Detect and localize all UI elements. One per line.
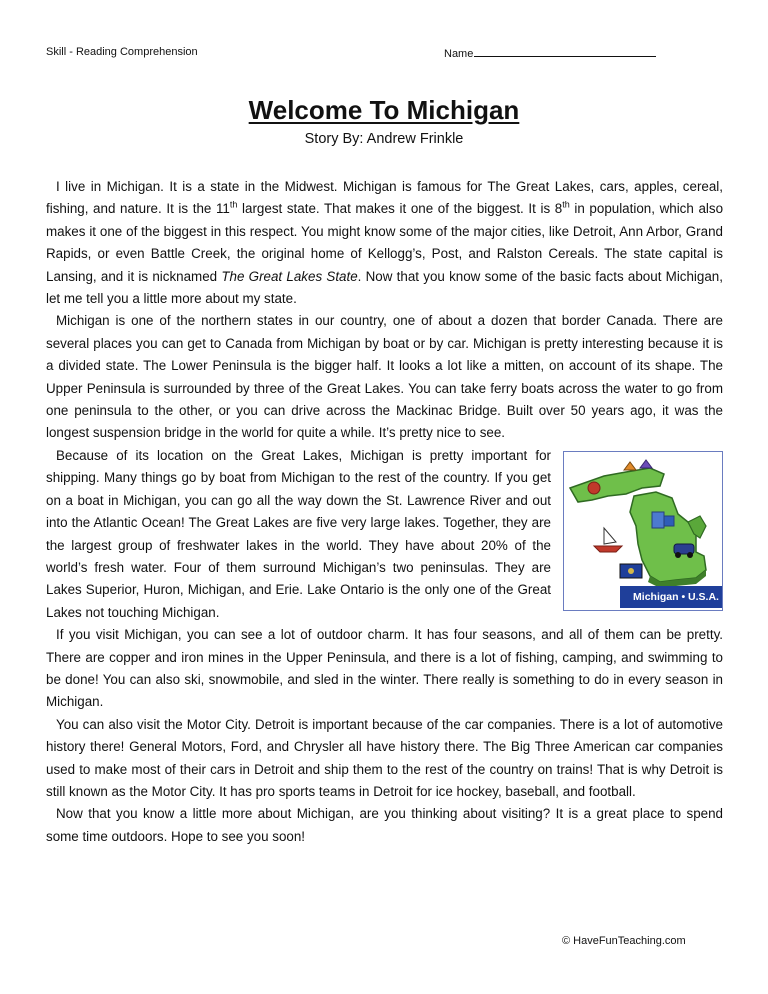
page-title: Welcome To Michigan <box>248 95 520 125</box>
paragraph-3: Michigan • U.S.A. Because of its location on the Great Lakes, Michigan is pretty important for shipping. Many things go by boat from Michigan to the rest of the country. If you get on a boat in Michigan, you can go all the way down the St. Lawrence River and out into the Atlantic Ocean! The Great Lakes are five very large lakes. Together, they are the largest group of freshwater lakes in the world. They have about 20% of the world’s fresh water. Four of them surround Michigan’s two peninsulas. They are Lakes Superior, Huron, Michigan, and Erie. Lake Ontario is the only one of the Great Lakes not touching Michigan. <box>46 445 723 624</box>
paragraph-2: Michigan is one of the northern states in our country, one of about a dozen that border Canada. There are several places you can get to Canada from Michigan by boat or by car. Michigan is pretty interesting because it is a divided state. The Lower Peninsula is the bigger half. It looks a lot like a mitten, on account of its shape. The Upper Peninsula is surrounded by three of the Great Lakes. You can take ferry boats across the water to go from one peninsula to the other, or you can drive across the Mackinac Bridge. Built over 50 years ago, it was the longest suspension bridge in the world for quite a while. It’s pretty nice to see. <box>46 313 723 441</box>
paragraph-1: I live in Michigan. It is a state in the Midwest. Michigan is famous for The Great Lakes, cars, apples, cereal, fishing, and nature. It is the 11th largest state. That makes it one of the biggest. It is 8th in population, which also makes it one of the biggest in this respect. You might know some of the major cities, like Detroit, Ann Arbor, Grand Rapids, or even Battle Creek, the original home of Kellogg’s, Post, and Ralston Cereals. The state capital is Lansing, and it is nicknamed The Great Lakes State. Now that you know some of the basic facts about Michigan, let me tell you a little more about my state. <box>46 179 724 307</box>
paragraph-5: You can also visit the Motor City. Detroit is important because of the car companies. There is a lot of automotive history there! General Motors, Ford, and Chrysler all have history there. The Big Three American car companies used to make most of their cars in Detroit and ship them to the rest of the country on trains! That is why Detroit is still known as the Motor City. It has pro sports teams in Detroit for ice hockey, baseball, and football. <box>46 716 723 799</box>
name-blank-line <box>474 46 656 57</box>
name-label: Name <box>444 48 474 60</box>
paragraph-6: Now that you know a little more about Michigan, are you thinking about visiting? It is a great place to spend some time outdoors. Hope to see you soon! <box>46 806 723 844</box>
story-body <box>46 176 723 848</box>
story-byline: Story By: Andrew Frinkle <box>304 131 464 147</box>
michigan-map-illustration <box>563 451 723 611</box>
map-caption: Michigan • U.S.A. <box>620 586 722 608</box>
skill-label: Skill - Reading Comprehension <box>46 46 198 58</box>
paragraph-4: If you visit Michigan, you can see a lot of outdoor charm. It has four seasons, and all of them can be pretty. There are copper and iron mines in the Upper Peninsula, and there is a lot of fishing, camping, and swimming to be done! You can also ski, snowmobile, and sled in the winter. There really is something to do in every season in Michigan. <box>46 627 723 710</box>
name-field <box>444 46 656 60</box>
copyright-footer: © HaveFunTeaching.com <box>562 935 686 947</box>
